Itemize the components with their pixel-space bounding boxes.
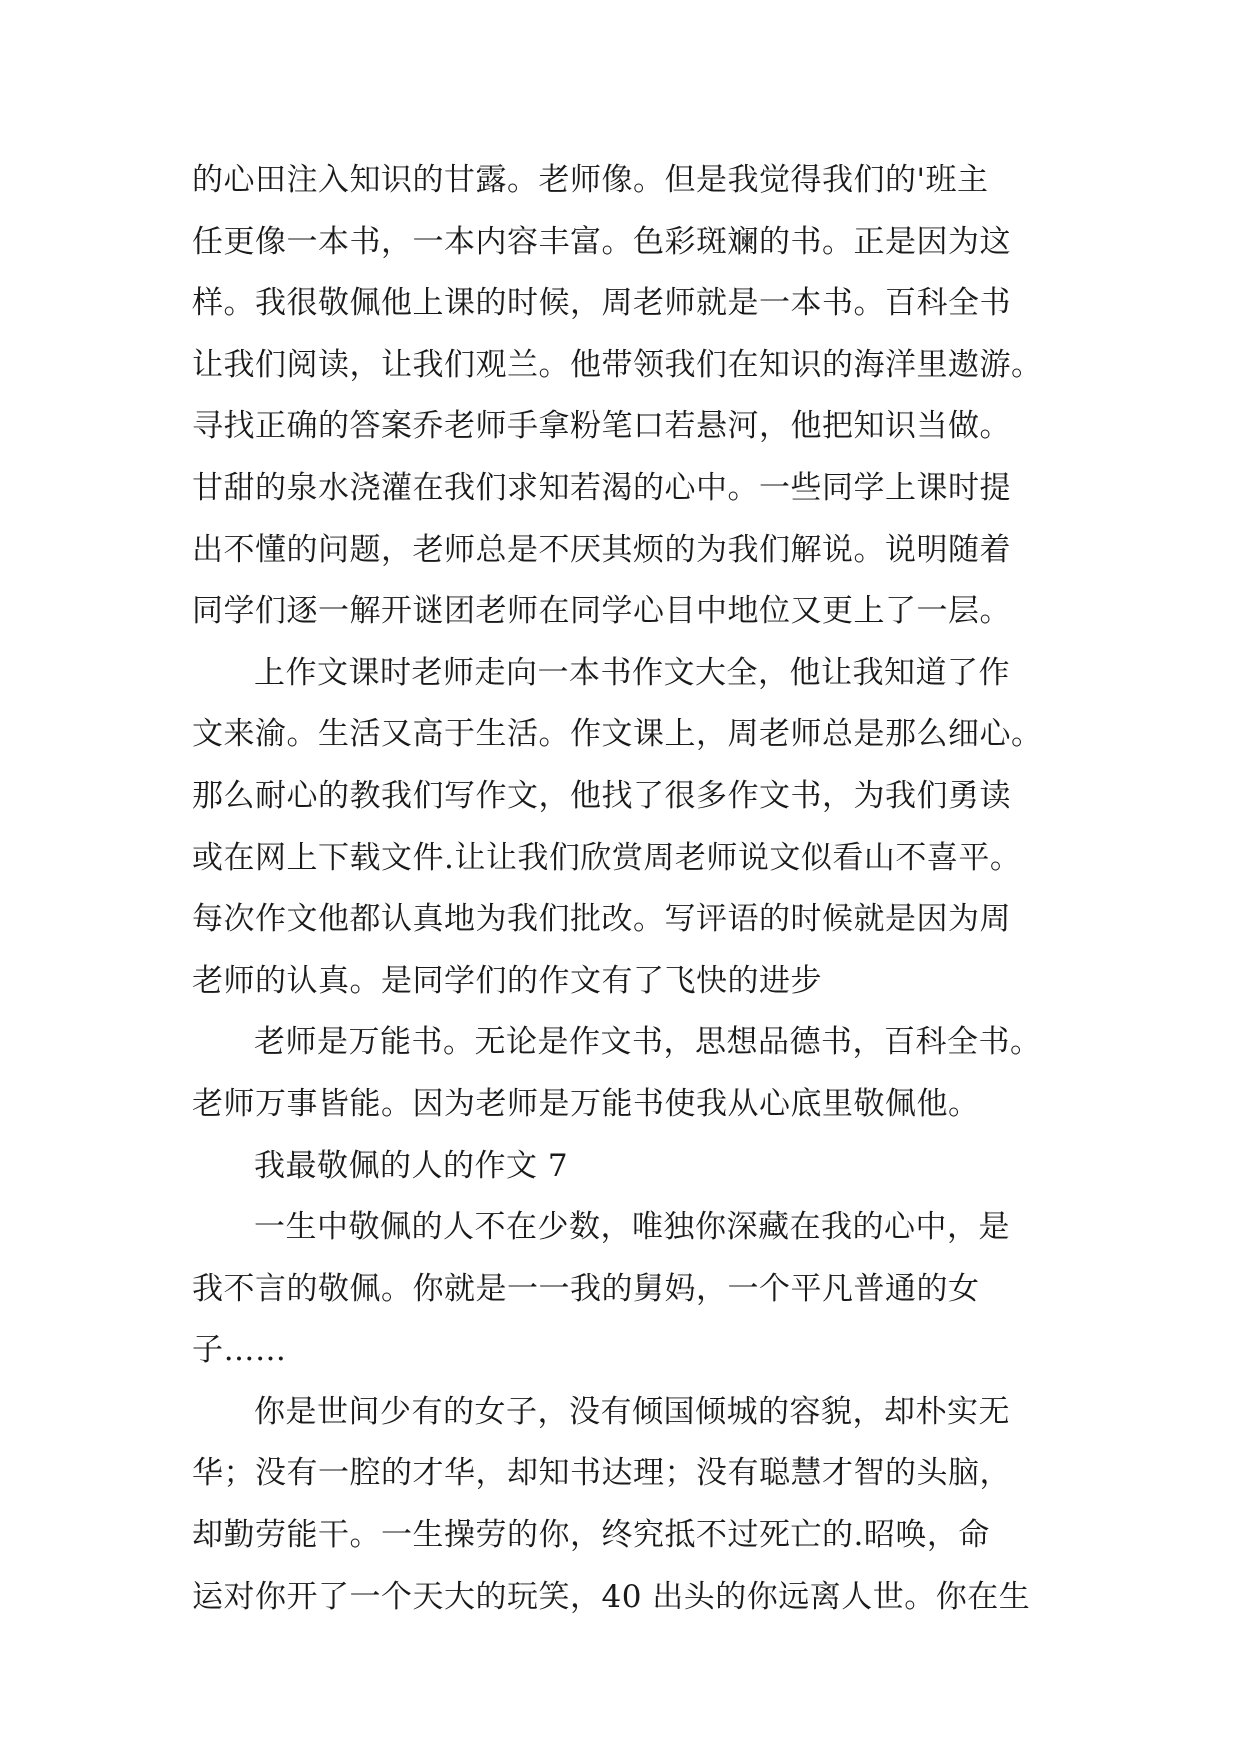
text-line: 那么耐心的教我们写作文，他找了很多作文书，为我们勇读 bbox=[192, 777, 1011, 814]
text-line: 每次作文他都认真地为我们批改。写评语的时候就是因为周 bbox=[192, 901, 1011, 938]
text-line: 出不懂的问题，老师总是不厌其烦的为我们解说。说明随着 bbox=[192, 531, 1011, 568]
text-line: 文来渝。生活又高于生活。作文课上，周老师总是那么细心。 bbox=[192, 716, 1043, 753]
text-line: 甘甜的泉水浇灌在我们求知若渴的心中。一些同学上课时提 bbox=[192, 469, 1011, 506]
paragraph-start-line: 你是世间少有的女子，没有倾国倾城的容貌，却朴实无 bbox=[254, 1393, 1010, 1430]
text-line: 让我们阅读，让我们观兰。他带领我们在知识的海洋里遨游。 bbox=[192, 346, 1043, 383]
text-line: 同学们逐一解开谜团老师在同学心目中地位又更上了一层。 bbox=[192, 593, 1011, 630]
text-line: 华；没有一腔的才华，却知书达理；没有聪慧才智的头脑， bbox=[192, 1455, 1011, 1492]
text-line: 寻找正确的答案乔老师手拿粉笔口若悬河，他把知识当做。 bbox=[192, 408, 1011, 445]
text-line: 任更像一本书，一本内容丰富。色彩斑斓的书。正是因为这 bbox=[192, 223, 1011, 260]
paragraph-start-line: 老师是万能书。无论是作文书，思想品德书，百科全书。 bbox=[254, 1024, 1042, 1061]
text-line: 的心田注入知识的甘露。老师像。但是我觉得我们的'班主 bbox=[192, 162, 989, 198]
text-line: 老师万事皆能。因为老师是万能书使我从心底里敬佩他。 bbox=[192, 1085, 980, 1122]
text-line: 或在网上下载文件.让让我们欣赏周老师说文似看山不喜平。 bbox=[192, 839, 1022, 876]
paragraph-start-line: 上作文课时老师走向一本书作文大全，他让我知道了作 bbox=[254, 654, 1010, 691]
text-line: 老师的认真。是同学们的作文有了飞快的进步 bbox=[192, 962, 822, 999]
document-body bbox=[192, 150, 1072, 1628]
text-line: 运对你开了一个天大的玩笑，40 出头的你远离人世。你在生 bbox=[192, 1578, 1031, 1615]
text-line: 子…… bbox=[192, 1332, 287, 1369]
section-heading: 我最敬佩的人的作文 7 bbox=[254, 1147, 569, 1184]
paragraph-start-line: 一生中敬佩的人不在少数，唯独你深藏在我的心中，是 bbox=[254, 1209, 1010, 1246]
text-line: 样。我很敬佩他上课的时候，周老师就是一本书。百科全书 bbox=[192, 285, 1011, 322]
text-line: 却勤劳能干。一生操劳的你，终究抵不过死亡的.昭唤，命 bbox=[192, 1517, 990, 1554]
text-line: 我不言的敬佩。你就是一一我的舅妈，一个平凡普通的女 bbox=[192, 1270, 980, 1307]
